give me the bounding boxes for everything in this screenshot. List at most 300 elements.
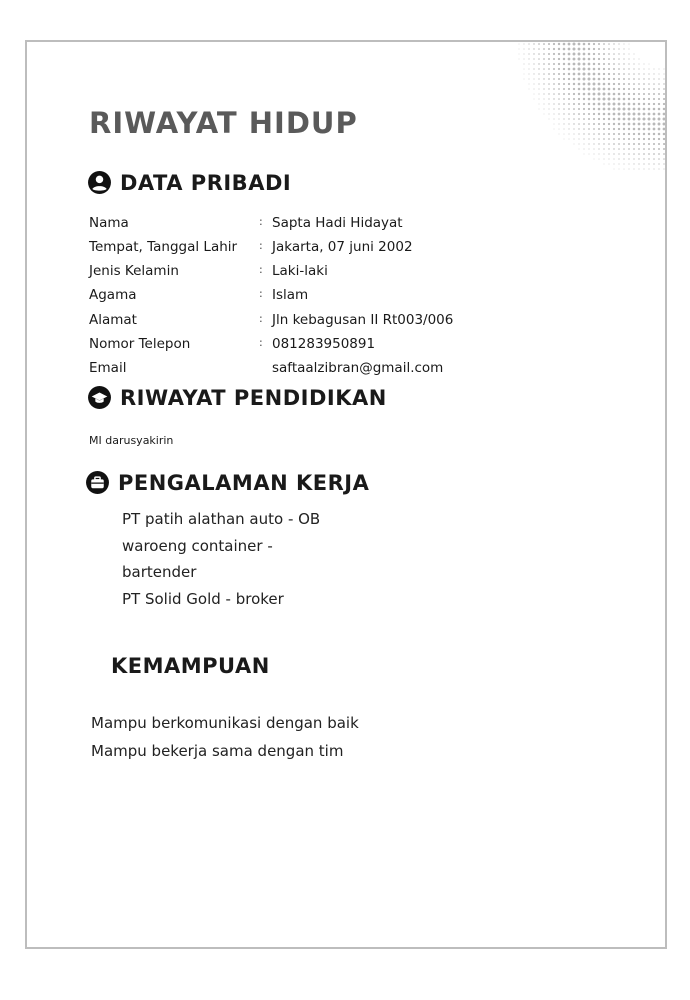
halftone-dot xyxy=(618,133,620,135)
halftone-dot xyxy=(529,74,530,75)
halftone-dot xyxy=(648,113,651,116)
halftone-dot xyxy=(658,93,660,95)
halftone-dot xyxy=(663,118,666,121)
halftone-dot xyxy=(579,149,580,150)
halftone-dot xyxy=(598,143,599,144)
halftone-dot xyxy=(558,88,560,90)
halftone-dot xyxy=(613,123,615,125)
halftone-dot xyxy=(658,98,660,100)
halftone-dot xyxy=(629,49,630,50)
halftone-dot xyxy=(584,154,585,155)
halftone-dot xyxy=(623,148,625,150)
halftone-dot xyxy=(653,153,655,155)
halftone-dot xyxy=(653,93,655,95)
halftone-dot xyxy=(543,78,544,79)
halftone-dot xyxy=(598,138,600,140)
halftone-dot xyxy=(588,138,589,139)
halftone-dot xyxy=(588,103,590,105)
halftone-dot xyxy=(528,53,529,54)
halftone-dot xyxy=(538,78,539,79)
halftone-dot xyxy=(588,93,591,96)
halftone-dot xyxy=(564,134,565,135)
halftone-dot xyxy=(524,79,525,80)
halftone-dot xyxy=(548,53,550,55)
halftone-dot xyxy=(598,78,601,81)
halftone-dot xyxy=(633,83,635,85)
row-value: Islam xyxy=(272,287,309,303)
halftone-dot xyxy=(628,148,630,150)
halftone-dot xyxy=(558,93,560,95)
halftone-dot xyxy=(633,68,634,69)
halftone-dot xyxy=(578,98,580,100)
halftone-dot xyxy=(594,159,595,160)
halftone-dot xyxy=(554,129,555,130)
halftone-dot xyxy=(588,78,591,81)
halftone-dot xyxy=(608,43,610,45)
halftone-dot xyxy=(633,103,636,106)
halftone-dot xyxy=(543,53,545,55)
halftone-dot xyxy=(628,143,630,145)
halftone-dot xyxy=(583,98,585,100)
halftone-dot xyxy=(629,44,630,45)
halftone-dot xyxy=(643,143,645,145)
halftone-dot xyxy=(623,108,626,111)
halftone-dot xyxy=(573,133,574,134)
halftone-dot xyxy=(648,108,651,111)
halftone-dot xyxy=(564,139,565,140)
halftone-dot xyxy=(519,54,520,55)
row-separator: : xyxy=(259,263,263,276)
halftone-dot xyxy=(553,63,555,65)
halftone-dot xyxy=(603,143,604,144)
experience-item: waroeng container - xyxy=(122,537,273,555)
halftone-dot xyxy=(528,68,529,69)
halftone-dot xyxy=(583,113,585,115)
halftone-dot xyxy=(613,118,616,121)
halftone-dot xyxy=(553,98,554,99)
halftone-dot xyxy=(663,73,664,74)
skill-item: Mampu berkomunikasi dengan baik xyxy=(91,714,359,732)
halftone-dot xyxy=(648,93,650,95)
halftone-dot xyxy=(638,133,640,135)
halftone-dot xyxy=(638,118,641,121)
halftone-dot xyxy=(653,98,655,100)
halftone-dot xyxy=(623,158,624,159)
halftone-dot xyxy=(574,144,575,145)
halftone-dot xyxy=(638,128,641,131)
halftone-dot xyxy=(623,83,625,85)
halftone-dot xyxy=(573,53,576,56)
halftone-dot xyxy=(568,103,570,105)
halftone-dot xyxy=(539,104,540,105)
row-value: 081283950891 xyxy=(272,336,376,352)
halftone-dot xyxy=(568,48,571,51)
halftone-dot xyxy=(628,58,629,59)
halftone-dot xyxy=(653,138,655,140)
halftone-dot xyxy=(558,83,560,85)
halftone-dot xyxy=(653,88,655,90)
row-label: Alamat xyxy=(89,312,137,328)
halftone-dot xyxy=(598,68,600,70)
halftone-dot xyxy=(563,93,565,95)
halftone-dot xyxy=(538,93,539,94)
halftone-dot xyxy=(583,63,586,66)
halftone-dot xyxy=(659,69,660,70)
halftone-dot xyxy=(568,78,570,80)
halftone-dot xyxy=(588,58,591,61)
halftone-dot xyxy=(653,143,655,145)
halftone-dot xyxy=(583,118,585,120)
halftone-dot xyxy=(633,78,635,80)
halftone-dot xyxy=(593,73,596,76)
halftone-dot xyxy=(598,98,601,101)
halftone-dot xyxy=(568,53,571,56)
halftone-dot xyxy=(638,68,639,69)
halftone-dot xyxy=(608,123,610,125)
row-label: Jenis Kelamin xyxy=(89,263,179,279)
halftone-dot xyxy=(613,43,614,44)
halftone-dot xyxy=(638,143,640,145)
halftone-dot xyxy=(648,83,650,85)
halftone-dot xyxy=(633,73,635,75)
halftone-dot xyxy=(598,128,600,130)
halftone-dot xyxy=(618,158,619,159)
halftone-dot xyxy=(538,63,539,64)
halftone-dot xyxy=(629,169,630,170)
halftone-dot xyxy=(618,48,619,49)
halftone-dot xyxy=(603,43,605,45)
halftone-dot xyxy=(568,123,569,124)
halftone-dot xyxy=(648,153,650,155)
halftone-dot xyxy=(578,73,581,76)
halftone-dot xyxy=(548,93,549,94)
halftone-dot xyxy=(563,78,565,80)
halftone-dot xyxy=(613,53,615,55)
halftone-dot xyxy=(598,123,600,125)
halftone-dot xyxy=(538,83,539,84)
halftone-dot xyxy=(519,49,520,50)
halftone-dot xyxy=(653,163,654,164)
row-value: Jakarta, 07 juni 2002 xyxy=(272,239,413,255)
halftone-dot xyxy=(548,63,550,65)
halftone-dot xyxy=(538,53,540,55)
halftone-dot xyxy=(638,158,639,159)
halftone-dot xyxy=(568,63,571,66)
halftone-dot xyxy=(628,98,630,100)
halftone-dot xyxy=(553,73,555,75)
experience-item: PT patih alathan auto - OB xyxy=(122,510,321,528)
halftone-dot xyxy=(628,73,630,75)
halftone-dot xyxy=(563,53,566,56)
halftone-dot xyxy=(613,88,615,90)
halftone-dot xyxy=(658,163,659,164)
halftone-dot xyxy=(598,73,601,76)
halftone-dot xyxy=(633,113,636,116)
halftone-dot xyxy=(658,78,659,79)
halftone-dot xyxy=(628,88,630,90)
halftone-dot xyxy=(638,163,639,164)
halftone-dot xyxy=(624,169,625,170)
halftone-dot xyxy=(588,63,591,66)
page-title: RIWAYAT HIDUP xyxy=(89,106,358,140)
halftone-dot xyxy=(548,88,549,89)
halftone-dot xyxy=(589,149,590,150)
halftone-dot xyxy=(628,103,631,106)
halftone-dot xyxy=(628,53,629,54)
section-pendidikan xyxy=(87,385,387,410)
halftone-dot xyxy=(573,128,574,129)
halftone-dot xyxy=(638,153,640,155)
halftone-dot xyxy=(653,128,656,131)
halftone-dot xyxy=(619,169,620,170)
halftone-dot xyxy=(598,103,601,106)
halftone-dot xyxy=(553,108,554,109)
halftone-dot xyxy=(598,108,601,111)
halftone-dot xyxy=(583,138,584,139)
halftone-dot xyxy=(608,138,610,140)
halftone-dot xyxy=(603,138,605,140)
halftone-dot xyxy=(603,153,604,154)
halftone-dot xyxy=(608,143,610,145)
halftone-dot xyxy=(658,73,659,74)
halftone-dot xyxy=(538,48,540,50)
halftone-dot xyxy=(658,133,661,136)
halftone-dot xyxy=(654,69,655,70)
halftone-dot xyxy=(598,118,600,120)
halftone-dot xyxy=(558,48,560,50)
section-data-pribadi xyxy=(87,170,291,195)
halftone-dot xyxy=(554,124,555,125)
halftone-dot xyxy=(613,113,616,116)
halftone-dot xyxy=(658,138,660,140)
halftone-dot xyxy=(608,78,610,80)
halftone-dot xyxy=(563,58,565,60)
halftone-dot xyxy=(569,134,570,135)
halftone-dot xyxy=(568,88,570,90)
halftone-dot xyxy=(603,48,605,50)
halftone-dot xyxy=(539,109,540,110)
halftone-dot xyxy=(623,63,624,64)
halftone-dot xyxy=(658,118,661,121)
halftone-dot xyxy=(539,99,540,100)
halftone-dot xyxy=(623,118,626,121)
halftone-dot xyxy=(593,93,596,96)
halftone-dot xyxy=(618,78,620,80)
halftone-dot xyxy=(568,98,570,100)
halftone-dot xyxy=(603,93,606,96)
halftone-dot xyxy=(623,78,625,80)
halftone-dot xyxy=(633,158,634,159)
halftone-dot xyxy=(638,103,640,105)
halftone-dot xyxy=(663,128,666,131)
halftone-dot xyxy=(588,113,590,115)
halftone-dot xyxy=(524,74,525,75)
row-separator: : xyxy=(259,215,263,228)
halftone-dot xyxy=(623,88,625,90)
halftone-dot xyxy=(534,99,535,100)
halftone-dot xyxy=(579,144,580,145)
halftone-dot xyxy=(583,93,586,96)
halftone-dot xyxy=(643,73,644,74)
section-heading: PENGALAMAN KERJA xyxy=(118,470,370,495)
halftone-dot xyxy=(538,68,539,69)
halftone-dot xyxy=(583,68,586,71)
halftone-dot xyxy=(593,148,594,149)
halftone-dot xyxy=(578,93,580,95)
halftone-dot xyxy=(529,84,530,85)
halftone-dot xyxy=(663,123,666,126)
halftone-dot xyxy=(578,43,581,46)
halftone-dot xyxy=(578,113,580,115)
halftone-dot xyxy=(663,83,664,84)
halftone-dot xyxy=(643,88,645,90)
halftone-dot xyxy=(578,138,579,139)
halftone-dot xyxy=(613,58,615,60)
halftone-dot xyxy=(658,168,659,169)
halftone-dot xyxy=(634,169,635,170)
halftone-dot xyxy=(583,73,586,76)
halftone-dot xyxy=(548,48,550,50)
halftone-dot xyxy=(618,118,621,121)
row-value: Jln kebagusan II Rt003/006 xyxy=(272,312,454,328)
halftone-dot xyxy=(593,48,595,50)
halftone-dot xyxy=(638,113,641,116)
halftone-dot xyxy=(563,83,565,85)
halftone-dot xyxy=(608,88,611,91)
halftone-dot xyxy=(658,158,660,160)
halftone-dot xyxy=(633,128,636,131)
halftone-dot xyxy=(618,93,621,96)
halftone-dot xyxy=(578,48,581,51)
halftone-dot xyxy=(638,98,640,100)
halftone-dot xyxy=(643,108,646,111)
halftone-dot xyxy=(553,53,555,55)
halftone-dot xyxy=(553,93,555,95)
row-separator: : xyxy=(259,239,263,252)
halftone-dot xyxy=(583,48,586,51)
skill-item: Mampu bekerja sama dengan tim xyxy=(91,742,344,760)
halftone-dot xyxy=(588,118,590,120)
halftone-dot xyxy=(663,143,665,145)
halftone-dot xyxy=(633,123,636,126)
halftone-dot xyxy=(558,113,559,114)
halftone-dot xyxy=(643,133,645,135)
halftone-dot xyxy=(628,153,630,155)
halftone-dot xyxy=(593,98,596,101)
halftone-dot xyxy=(593,113,595,115)
halftone-dot xyxy=(578,83,581,86)
halftone-dot xyxy=(543,88,544,89)
halftone-dot xyxy=(623,163,624,164)
halftone-dot xyxy=(623,48,624,49)
row-separator: : xyxy=(259,336,263,349)
halftone-dot xyxy=(618,88,620,90)
halftone-dot xyxy=(573,98,575,100)
halftone-dot xyxy=(608,118,610,120)
halftone-dot xyxy=(563,98,565,100)
halftone-dot xyxy=(554,119,555,120)
row-label: Agama xyxy=(89,287,137,303)
halftone-dot xyxy=(588,98,591,101)
halftone-dot xyxy=(568,93,570,95)
row-label: Nama xyxy=(89,215,129,231)
halftone-dot xyxy=(563,63,565,65)
halftone-dot xyxy=(573,83,575,85)
halftone-dot xyxy=(598,58,600,60)
halftone-dot xyxy=(523,48,524,49)
halftone-dot xyxy=(628,83,630,85)
halftone-dot xyxy=(648,158,649,159)
halftone-dot xyxy=(658,148,660,150)
halftone-dot xyxy=(658,128,661,131)
section-heading: KEMAMPUAN xyxy=(111,654,270,678)
halftone-dot xyxy=(528,48,529,49)
halftone-dot xyxy=(604,164,605,165)
halftone-dot xyxy=(663,163,664,164)
halftone-dot xyxy=(623,73,625,75)
halftone-dot xyxy=(643,68,644,69)
halftone-dot xyxy=(638,148,640,150)
halftone-dot xyxy=(549,114,550,115)
halftone-dot xyxy=(603,148,604,149)
halftone-dot xyxy=(638,108,641,111)
halftone-dot xyxy=(633,58,634,59)
halftone-dot xyxy=(603,123,605,125)
halftone-dot xyxy=(633,88,635,90)
halftone-dot xyxy=(648,73,649,74)
halftone-dot xyxy=(653,83,655,85)
halftone-dot xyxy=(568,128,569,129)
halftone-dot xyxy=(663,93,665,95)
halftone-dot xyxy=(578,63,581,66)
halftone-dot xyxy=(638,73,639,74)
halftone-dot xyxy=(559,124,560,125)
halftone-dot xyxy=(538,43,540,45)
halftone-dot xyxy=(578,108,580,110)
halftone-dot xyxy=(628,78,630,80)
halftone-dot xyxy=(544,114,545,115)
halftone-dot xyxy=(648,163,649,164)
halftone-dot xyxy=(573,88,575,90)
halftone-dot xyxy=(648,123,651,126)
halftone-dot xyxy=(663,153,665,155)
experience-item: PT Solid Gold - broker xyxy=(122,590,284,608)
halftone-dot xyxy=(538,88,539,89)
halftone-dot xyxy=(598,83,601,86)
halftone-dot xyxy=(613,128,615,130)
halftone-dot xyxy=(633,143,635,145)
halftone-dot xyxy=(653,108,656,111)
halftone-dot xyxy=(543,58,545,60)
halftone-dot xyxy=(638,93,640,95)
halftone-dot xyxy=(604,159,605,160)
graduation-cap-icon xyxy=(87,385,112,410)
halftone-dot xyxy=(553,58,555,60)
halftone-dot xyxy=(553,113,554,114)
halftone-dot xyxy=(639,59,640,60)
halftone-dot xyxy=(628,108,631,111)
halftone-dot xyxy=(613,103,616,106)
halftone-dot xyxy=(524,69,525,70)
halftone-dot xyxy=(568,113,570,115)
halftone-dot xyxy=(593,63,595,65)
halftone-dot xyxy=(568,108,570,110)
halftone-dot xyxy=(663,168,664,169)
halftone-dot xyxy=(544,104,545,105)
halftone-dot xyxy=(558,58,560,60)
halftone-dot xyxy=(578,88,581,91)
halftone-dot xyxy=(603,83,606,86)
